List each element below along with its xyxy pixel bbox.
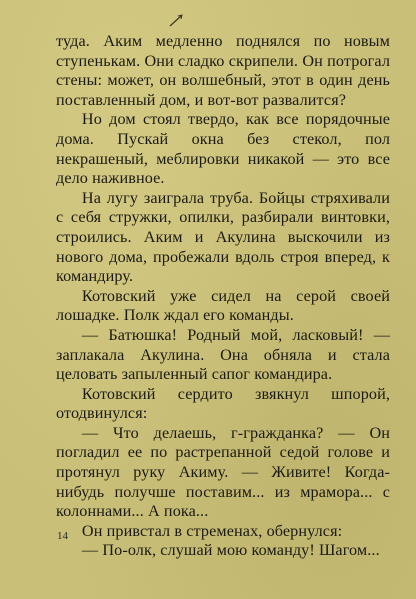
page-text <box>56 32 390 561</box>
paragraph: Он привстал в стременах, обернулся: <box>81 521 343 540</box>
paragraph: туда. Аким медленно поднялся по новым ступенькам. Они сладко скрипели. Он потрогал стены: может, он волшебный, этот в один день поставленный дом, и вот-вот развалится? <box>56 32 390 109</box>
paragraph: Котовский сердито звякнул шпорой, отодвинулся: <box>56 384 390 423</box>
paragraph: Но дом стоял твердо, как все порядочные дома. Пускай окна без стекол, пол некрашеный, меблировки никакой — это все дело наживное. <box>56 110 390 188</box>
paragraph: Котовский уже сидел на серой своей лошадке. Полк ждал его команды. <box>56 286 390 325</box>
ink-mark <box>168 14 184 28</box>
page-number: 14 <box>57 530 68 542</box>
paragraph: — Батюшка! Родный мой, ласковый! — заплакала Акулина. Она обняла и стала целовать запыленный сапог командира. <box>56 325 390 384</box>
paragraph: — По-олк, слушай мою команду! Шагом... <box>81 541 380 560</box>
paragraph: На лугу заиграла труба. Бойцы стряхивали с себя стружки, опилки, разбирали винтовки, строились. Аким и Акулина выскочили из нового дома, пробежали вдоль строя вперед, к командиру. <box>56 188 390 286</box>
paragraph: — Что делаешь, г-гражданка? — Он погладил ее по растрепанной седой голове и протянул руку Акиму. — Живите! Когда-нибудь получше поставим... из мрамора... с колоннами... А пока... <box>56 423 390 521</box>
